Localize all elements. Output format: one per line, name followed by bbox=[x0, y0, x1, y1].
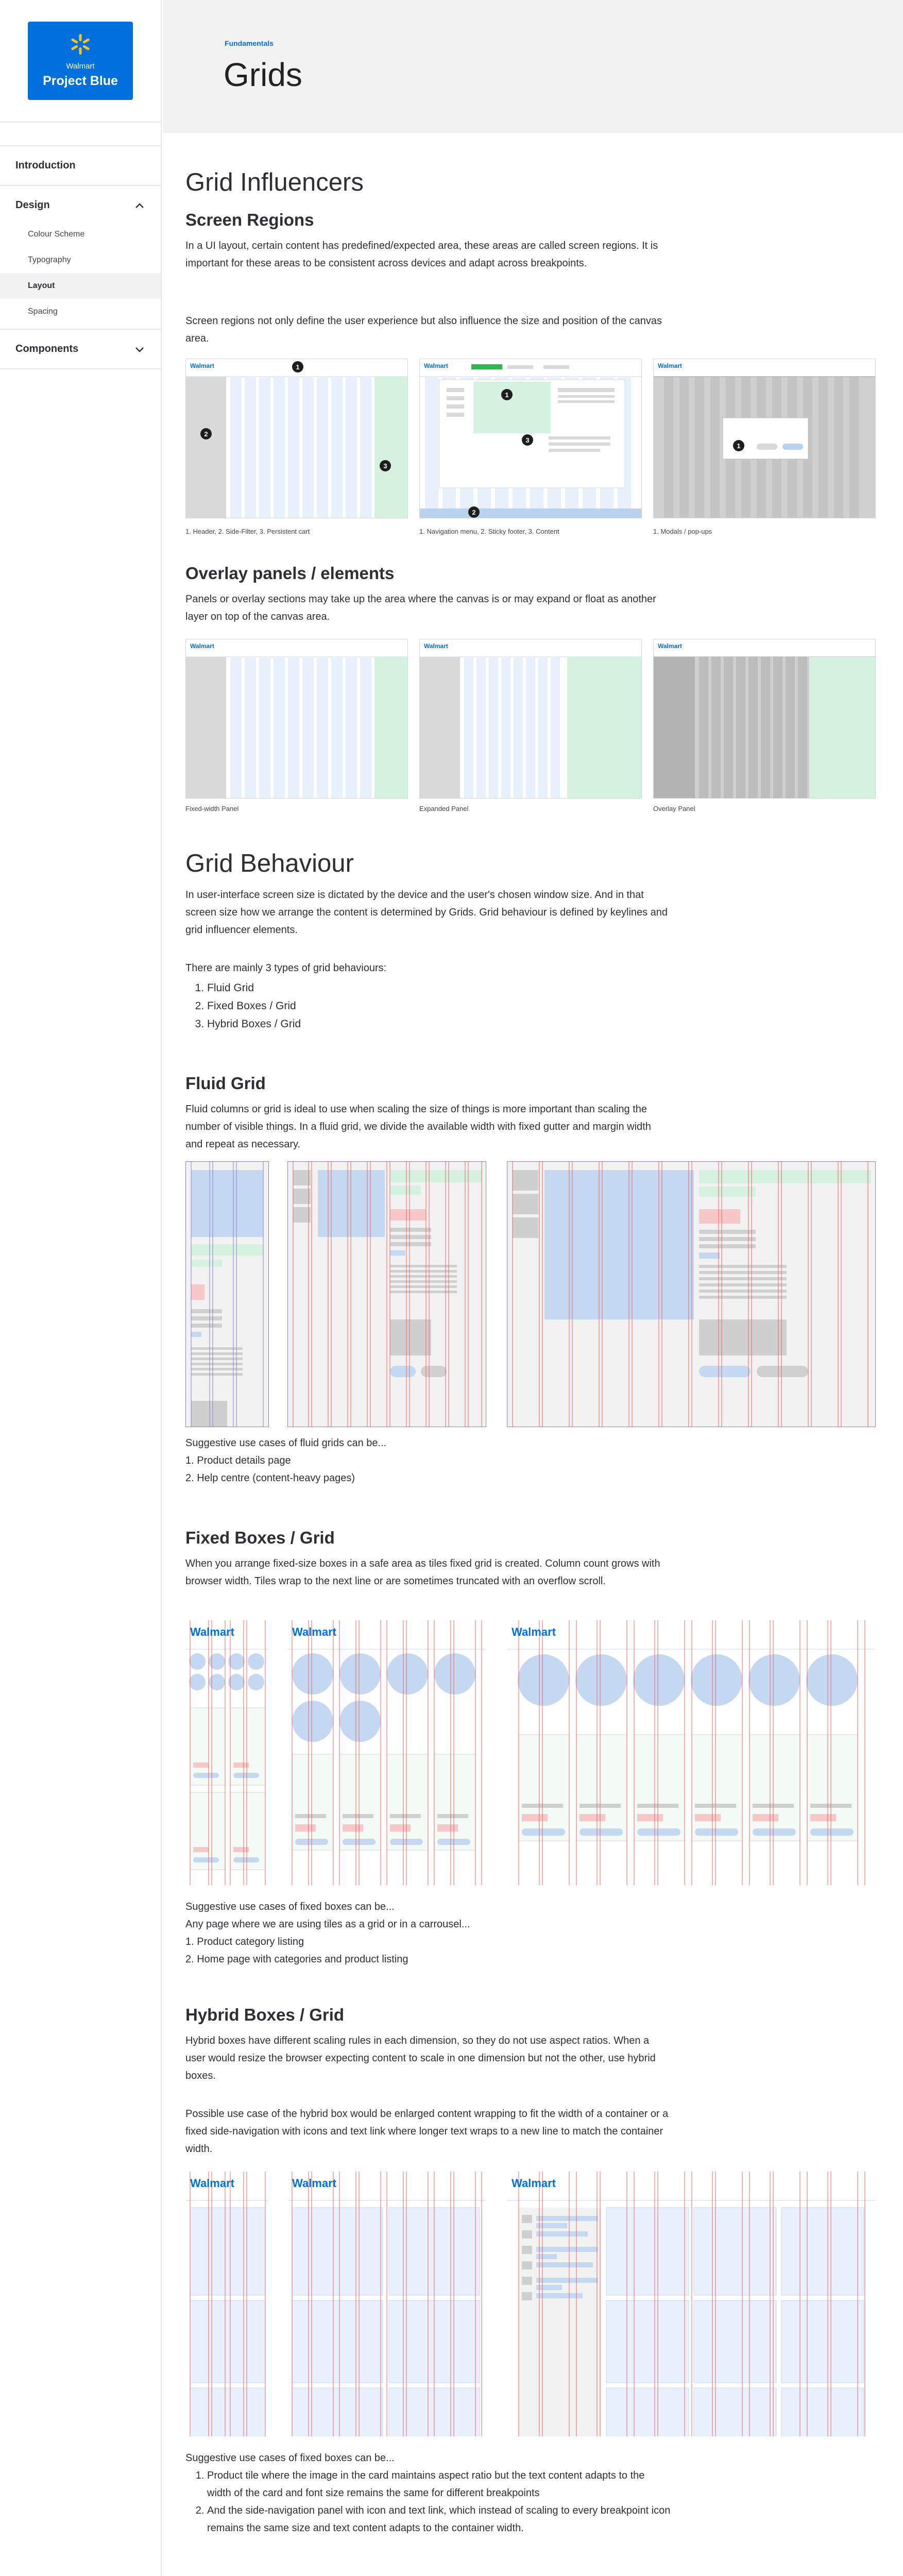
behaviour-types-list bbox=[192, 979, 301, 1033]
hybrid-uses-list bbox=[192, 2467, 671, 2537]
walmart-logo-mini: Walmart bbox=[292, 2177, 336, 2190]
subsection-title-overlay-panels: Overlay panels / elements bbox=[185, 564, 395, 583]
walmart-logo-mini: Walmart bbox=[190, 2177, 234, 2190]
behaviour-paragraph-1: In user-interface screen size is dictated by the device and the user's chosen window size. And in that screen size how we arrange the content is determined by Grids. Grid behaviour is defined by keylines and grid influencer elements. bbox=[185, 889, 668, 936]
fluid-paragraph-1: Fluid columns or grid is ideal to use when scaling the size of things is more important than scaling the number of visible things. In a fluid grid, we divide the available width with fixed gutter and margin width and repeat as necessary. bbox=[185, 1104, 651, 1150]
list-item: 3. Hybrid Boxes / Grid bbox=[207, 1015, 301, 1033]
logo-product: Project Blue bbox=[43, 74, 118, 88]
fluid-grid-mobile-example bbox=[185, 1161, 269, 1427]
overlay-paragraph-1: Panels or overlay sections may take up the area where the canvas is or may expand or float as another layer on top of the canvas area. bbox=[185, 594, 656, 622]
sidebar-item-label: Design bbox=[15, 199, 50, 211]
fluid-uses-intro: Suggestive use cases of fluid grids can be... bbox=[185, 1437, 387, 1449]
region-marker-1: 1 bbox=[292, 361, 303, 372]
fluid-use-1: 1. Product details page bbox=[185, 1455, 291, 1466]
sidebar-item-colour-scheme[interactable]: Colour Scheme bbox=[28, 230, 85, 239]
screen-region-diagram bbox=[186, 359, 408, 518]
hybrid-grid-diagram bbox=[186, 2172, 269, 2437]
section-title-grid-behaviour: Grid Behaviour bbox=[185, 850, 354, 877]
screen-region-example-1 bbox=[185, 359, 408, 518]
overlay-example-overlay bbox=[653, 639, 876, 799]
hybrid-grid-tablet-example bbox=[287, 2171, 486, 2437]
chevron-down-icon bbox=[134, 344, 145, 355]
logo-brand: Walmart bbox=[66, 62, 95, 71]
walmart-logo-mini: Walmart bbox=[424, 642, 448, 650]
sidebar-section-design bbox=[0, 186, 161, 330]
walmart-logo-mini: Walmart bbox=[190, 1625, 234, 1638]
fluid-grid-diagram bbox=[288, 1162, 486, 1427]
hybrid-grid-diagram bbox=[507, 2172, 876, 2437]
subsection-title-fluid-grid: Fluid Grid bbox=[185, 1074, 266, 1093]
walmart-logo-mini: Walmart bbox=[512, 2177, 556, 2190]
walmart-logo-mini: Walmart bbox=[658, 642, 682, 650]
fixed-paragraph-1: When you arrange fixed-size boxes in a safe area as tiles fixed grid is created. Column count grows with browser width. Tiles wrap to the next line or are sometimes truncated with an overflow scroll. bbox=[185, 1558, 660, 1587]
subsection-title-fixed-boxes: Fixed Boxes / Grid bbox=[185, 1528, 335, 1547]
sidebar-item-label: Introduction bbox=[15, 160, 76, 171]
list-item: 1. Fluid Grid bbox=[207, 979, 301, 997]
fluid-grid-diagram bbox=[507, 1162, 876, 1427]
screen-region-example-3 bbox=[653, 359, 876, 518]
list-item: 2. Fixed Boxes / Grid bbox=[207, 997, 301, 1015]
fixed-grid-desktop-example bbox=[507, 1620, 876, 1886]
sidebar-item-layout[interactable]: Layout bbox=[0, 273, 161, 299]
overlay-example-expanded bbox=[419, 639, 642, 799]
fixed-uses-intro-2: Any page where we are using tiles as a grid or in a carrousel... bbox=[185, 1919, 470, 1930]
overlay-diagram bbox=[420, 639, 642, 799]
list-item: 1. Product tile where the image in the card maintains aspect ratio but the text content adapts to the width of the card and font size remains the same for different breakpoints bbox=[207, 2467, 671, 2502]
hybrid-grid-diagram bbox=[288, 2172, 486, 2437]
sidebar-section-components bbox=[0, 330, 161, 369]
fixed-uses-intro: Suggestive use cases of fixed boxes can be... bbox=[185, 1901, 395, 1912]
caption-overlay-2: Expanded Panel bbox=[419, 805, 469, 812]
behaviour-paragraph-2: There are mainly 3 types of grid behaviours: bbox=[185, 962, 387, 974]
fluid-use-2: 2. Help centre (content-heavy pages) bbox=[185, 1472, 355, 1484]
sidebar-item-components[interactable] bbox=[0, 330, 161, 368]
subsection-title-hybrid-boxes: Hybrid Boxes / Grid bbox=[185, 2005, 345, 2024]
overlay-diagram bbox=[654, 639, 876, 799]
fluid-grid-tablet-example bbox=[287, 1161, 486, 1427]
sidebar-item-spacing[interactable]: Spacing bbox=[28, 307, 58, 316]
sidebar-item-typography[interactable]: Typography bbox=[28, 256, 71, 264]
fixed-grid-diagram bbox=[507, 1620, 876, 1886]
logo-area bbox=[0, 0, 161, 123]
chevron-up-icon bbox=[134, 200, 145, 211]
screen-region-example-2 bbox=[419, 359, 642, 518]
hybrid-grid-desktop-example bbox=[507, 2171, 876, 2437]
region-marker-3: 3 bbox=[522, 434, 533, 446]
list-item: 2. And the side-navigation panel with icon and text link, which instead of scaling to every breakpoint icon remains the same size and text content adapts to the container width. bbox=[207, 2502, 671, 2537]
page-title: Grids bbox=[224, 56, 302, 93]
hybrid-grid-mobile-example bbox=[185, 2171, 269, 2437]
walmart-spark-icon bbox=[69, 33, 92, 56]
caption-overlay-1: Fixed-width Panel bbox=[185, 805, 239, 812]
hybrid-paragraph-1: Hybrid boxes have different scaling rules in each dimension, so they do not use aspect ratios. When a user would resize the browser expecting content to scale in one dimension but not the other, use hybrid boxes. bbox=[185, 2035, 656, 2081]
overlay-example-fixed-width bbox=[185, 639, 408, 799]
subsection-title-screen-regions: Screen Regions bbox=[185, 210, 314, 229]
hybrid-uses-intro: Suggestive use cases of fixed boxes can be... bbox=[185, 2452, 395, 2464]
sidebar bbox=[0, 0, 162, 2576]
walmart-logo-mini: Walmart bbox=[292, 1625, 336, 1638]
region-marker-3: 3 bbox=[380, 460, 391, 471]
fluid-grid-diagram bbox=[186, 1162, 269, 1427]
fixed-grid-diagram bbox=[288, 1620, 486, 1886]
region-marker-1: 1 bbox=[733, 440, 744, 451]
fixed-grid-mobile-example bbox=[185, 1620, 269, 1886]
sidebar-item-label: Components bbox=[15, 343, 79, 354]
section-title-grid-influencers: Grid Influencers bbox=[185, 168, 364, 196]
fluid-grid-desktop-example bbox=[507, 1161, 876, 1427]
sidebar-nav bbox=[0, 145, 161, 369]
caption-screen-region-3: 1. Modals / pop-ups bbox=[653, 528, 712, 535]
hybrid-paragraph-2: Possible use case of the hybrid box would be enlarged content wrapping to fit the width of a container or a fixed side-navigation with icons and text link where longer text wraps to a new line to match the container width. bbox=[185, 2108, 669, 2155]
screen-regions-paragraph-2: Screen regions not only define the user experience but also influence the size and position of the canvas area. bbox=[185, 315, 662, 344]
region-marker-2: 2 bbox=[468, 506, 480, 518]
sidebar-item-introduction[interactable] bbox=[0, 145, 161, 186]
screen-regions-paragraph-1: In a UI layout, certain content has predefined/expected area, these areas are called screen regions. It is important for these areas to be consistent across devices and adapt across breakpoints. bbox=[185, 240, 658, 269]
fixed-use-2: 2. Home page with categories and product listing bbox=[185, 1954, 408, 1965]
walmart-logo-mini: Walmart bbox=[658, 362, 682, 369]
overlay-diagram bbox=[186, 639, 408, 799]
walmart-logo-mini: Walmart bbox=[190, 362, 214, 369]
fixed-use-1: 1. Product category listing bbox=[185, 1936, 304, 1947]
walmart-logo-mini: Walmart bbox=[512, 1625, 556, 1638]
region-marker-1: 1 bbox=[501, 389, 513, 400]
fixed-grid-diagram bbox=[186, 1620, 269, 1886]
sidebar-item-design[interactable] bbox=[0, 186, 161, 222]
region-marker-2: 2 bbox=[200, 428, 212, 439]
caption-screen-region-1: 1. Header, 2. Side-Filter, 3. Persistent cart bbox=[185, 528, 310, 535]
page-header bbox=[163, 0, 903, 133]
walmart-logo-mini: Walmart bbox=[190, 642, 214, 650]
breadcrumb[interactable]: Fundamentals bbox=[225, 39, 274, 47]
fixed-grid-tablet-example bbox=[287, 1620, 486, 1886]
walmart-logo-mini: Walmart bbox=[424, 362, 448, 369]
screen-region-diagram bbox=[654, 359, 876, 518]
caption-overlay-3: Overlay Panel bbox=[653, 805, 695, 812]
project-blue-logo[interactable] bbox=[28, 22, 133, 100]
caption-screen-region-2: 1. Navigation menu, 2. Sticky footer, 3. Content bbox=[419, 528, 559, 535]
